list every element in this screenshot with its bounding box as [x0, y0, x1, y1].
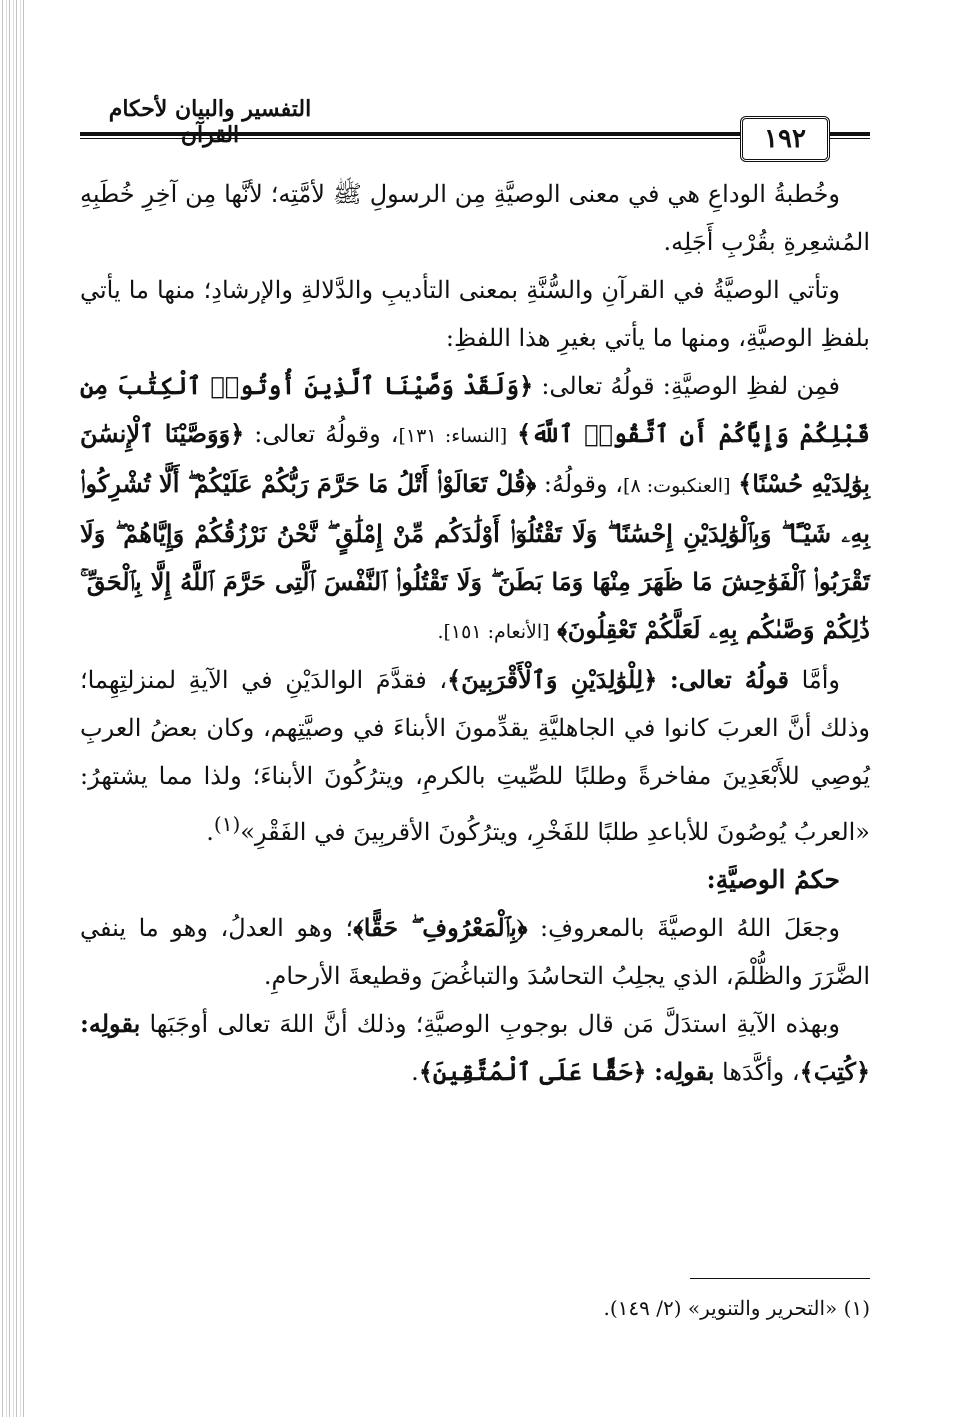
footnote-marker: (١) [213, 812, 241, 836]
p6-bold-2: بقولِه: [654, 1057, 715, 1086]
p6-bold-1: بقولِه: [80, 1009, 141, 1038]
p3-mid-2: ، وقولُهُ: [543, 470, 624, 498]
p5-pre: وجعَلَ اللهُ الوصيَّةَ بالمعروفِ: [540, 914, 841, 942]
verse-reference-2: [العنكبوت: ٨] [623, 475, 731, 497]
paragraph-5 [80, 904, 870, 1000]
quran-verse-1: ﴿وَلَقَدْ وَصَّيْنَا ٱلَّذِينَ أُوتُوا۟ ٱلْكِتَٰبَ مِن قَبْلِكُمْ وَإِيَّاكُمْ أَنِ ٱتَّقُوا۟ ٱللَّهَ﴾ [80, 371, 870, 448]
p4-pre: وأمَّا [801, 666, 840, 694]
p3-intro: فمِن لفظِ الوصيَّةِ: قولُهُ تعالى: [541, 372, 840, 400]
quran-verse-7: ﴿حَقًّا عَلَى ٱلْمُتَّقِينَ﴾ [418, 1057, 647, 1086]
main-text [80, 170, 870, 1096]
p6-pre: وبهذه الآيةِ استدَلَّ مَن قال بوجوبِ الوصيَّةِ؛ وذلك أنَّ اللهَ تعالى أوجَبَها [149, 1010, 840, 1038]
p3-mid-1: ، وقولُهُ تعالى: [254, 420, 399, 448]
p4-bold: قولُهُ تعالى: [669, 665, 789, 694]
quran-verse-2: ﴿وَوَصَّيْنَا ٱلْإِنسَٰنَ بِوَٰلِدَيْهِ حُسْنًا﴾ [80, 419, 870, 498]
quran-verse-3: ﴿قُلْ تَعَالَوْا۟ أَتْلُ مَا حَرَّمَ رَبُّكُمْ عَلَيْكُمْ ۖ أَلَّا تُشْرِكُوا۟ بِهِۦ شَيْـًٔا ۖ وَبِٱلْوَٰلِدَيْنِ إِحْسَٰنًا ۖ وَلَا تَقْتُلُوٓا۟ أَوْلَٰدَكُم مِّنْ إِمْلَٰقٍ ۖ نَّحْنُ نَرْزُقُكُمْ وَإِيَّاهُمْ ۖ وَلَا تَقْرَبُوا۟ ٱلْفَوَٰحِشَ مَا ظَهَرَ مِنْهَا وَمَا بَطَنَ ۖ وَلَا تَقْتُلُوا۟ ٱلنَّفْسَ ٱلَّتِى حَرَّمَ ٱللَّهُ إِلَّا بِٱلْحَقِّ ۚ ذَٰلِكُمْ وَصَّىٰكُم بِهِۦ لَعَلَّكُمْ تَعْقِلُونَ﴾ [80, 469, 870, 644]
scan-edge-artifact [0, 0, 26, 1417]
running-title: التفسير والبيان لأحكام القرآن [108, 96, 312, 148]
p6-mid: ، وأكَّدَها [722, 1058, 800, 1086]
verse-reference-1: [النساء: ١٣١] [398, 425, 508, 447]
paragraph-6 [80, 1000, 870, 1096]
p4-rest: ، فقدَّمَ الوالدَيْنِ في الآيةِ لمنزلتِهِما؛ وذلك أنَّ العربَ كانوا في الجاهليَّةِ يقدِّمونَ الأبناءَ في وصيَّتِهم، وكان بعضُ العربِ يُوصِي للأَبْعَدِينَ مفاخرةً وطلبًا للصِّيتِ بالكرمِ، ويترُكُونَ الأبناءَ؛ ولذا مما يشتهرُ: «العربُ يُوصُونَ للأباعدِ طلبًا للفَخْرِ، ويترُكُونَ الأقربِينَ في الفَقْرِ» [80, 666, 870, 846]
quran-verse-4: ﴿لِلْوَٰلِدَيْنِ وَٱلْأَقْرَبِينَ﴾ [447, 665, 658, 694]
footnote: (١) «التحرير والتنوير» (٢/ ١٤٩). [603, 1296, 870, 1320]
footnote-rule [690, 1278, 870, 1279]
page-header [80, 88, 870, 168]
p6-end: . [411, 1058, 419, 1086]
paragraph-4 [80, 656, 870, 856]
page-number: ١٩٢ [740, 116, 830, 162]
paragraph-3 [80, 362, 870, 656]
verse-reference-3: [الأنعام: ١٥١]. [437, 621, 550, 643]
quran-verse-6: ﴿كُتِبَ﴾ [799, 1057, 870, 1086]
paragraph-2: وتأتي الوصيَّةُ في القرآنِ والسُّنَّةِ بمعنى التأديبِ والدَّلالةِ والإرشادِ؛ منها ما يأتي بلفظِ الوصيَّةِ، ومنها ما يأتي بغيرِ هذا اللفظِ: [80, 276, 870, 352]
quran-verse-5: ﴿بِٱلْمَعْرُوفِ ۖ حَقًّا﴾ [353, 913, 528, 942]
section-heading: حكمُ الوصيَّةِ: [706, 865, 840, 894]
paragraph-1: وخُطبةُ الوداعِ هي في معنى الوصيَّةِ مِن الرسولِ ﷺ لأمَّتِه؛ لأنَّها مِن آخِرِ خُطَبِهِ المُشعِرةِ بقُرْبِ أَجَلِه. [80, 180, 870, 256]
p5-rest: ؛ وهو العدلُ، وهو ما ينفي الضَّرَرَ والظُّلْمَ، الذي يجلِبُ التحاسُدَ والتباغُضَ وقطيعةَ الأرحامِ. [80, 914, 870, 990]
p4-end: . [206, 818, 214, 846]
